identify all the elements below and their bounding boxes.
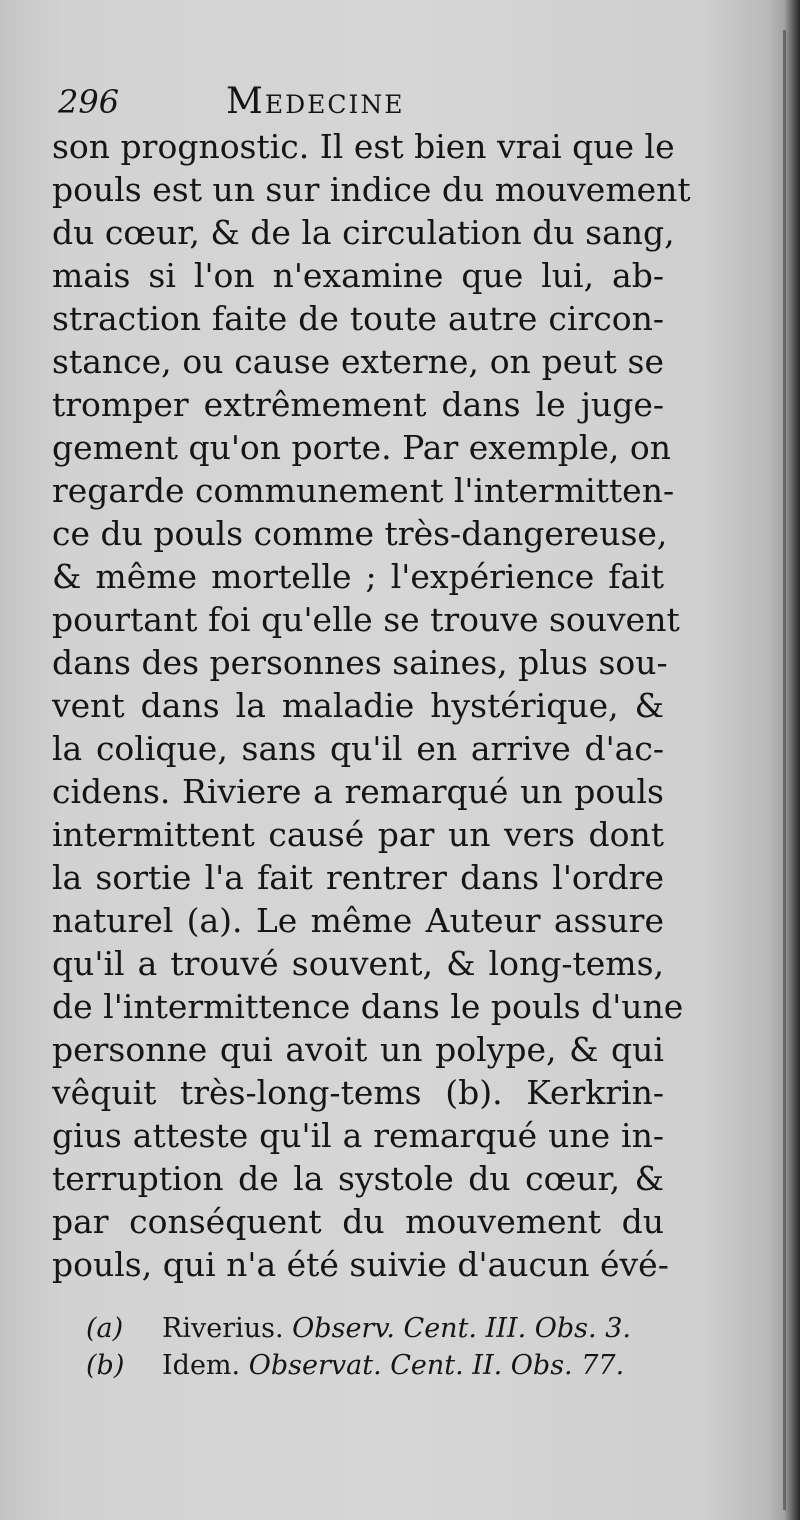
footnote-reference: Observat. Cent. II. Obs. 77. bbox=[248, 1350, 625, 1381]
text-line: intermittent causé par un vers dont bbox=[52, 815, 664, 854]
page-edge-line bbox=[783, 30, 786, 1510]
footnote-reference: Observ. Cent. III. Obs. 3. bbox=[292, 1313, 631, 1344]
text-line: & même mortelle ; l'expérience fait bbox=[52, 557, 664, 596]
footnote-marker: (a) bbox=[86, 1313, 124, 1344]
text-line: pouls, qui n'a été suivie d'aucun évé- bbox=[52, 1245, 669, 1284]
text-line: la colique, sans qu'il en arrive d'ac- bbox=[52, 729, 664, 768]
text-line: pouls est un sur indice du mouvement bbox=[52, 170, 691, 209]
text-line: tromper extrêmement dans le juge- bbox=[52, 385, 664, 424]
text-line: son prognostic. Il est bien vrai que le bbox=[52, 127, 675, 166]
text-line: ce du pouls comme très-dangereuse, bbox=[52, 514, 668, 553]
running-title: Medecine bbox=[226, 81, 405, 122]
footnote-author: Idem. bbox=[162, 1350, 241, 1381]
footnotes bbox=[86, 1310, 646, 1384]
text-line: vêquit très-long-tems (b). Kerkrin- bbox=[52, 1073, 664, 1112]
text-line: pourtant foi qu'elle se trouve souvent bbox=[52, 600, 680, 639]
footnote-b bbox=[86, 1347, 646, 1384]
text-line: regarde communement l'intermitten- bbox=[52, 471, 675, 510]
page-header bbox=[58, 78, 678, 126]
footnote-a bbox=[86, 1310, 646, 1347]
text-line: de l'intermittence dans le pouls d'une bbox=[52, 987, 684, 1026]
body-text bbox=[52, 125, 691, 1286]
text-line: stance, ou cause externe, on peut se bbox=[52, 342, 664, 381]
text-line: cidens. Riviere a remarqué un pouls bbox=[52, 772, 664, 811]
text-line: qu'il a trouvé souvent, & long-tems, bbox=[52, 944, 664, 983]
text-line: gius atteste qu'il a remarqué une in- bbox=[52, 1116, 664, 1155]
text-line: gement qu'on porte. Par exemple, on bbox=[52, 428, 672, 467]
text-line: du cœur, & de la circulation du sang, bbox=[52, 213, 675, 252]
footnote-author: Riverius. bbox=[162, 1313, 284, 1344]
text-line: la sortie l'a fait rentrer dans l'ordre bbox=[52, 858, 664, 897]
page-edge-shadow bbox=[784, 0, 800, 1520]
text-line: naturel (a). Le même Auteur assure bbox=[52, 901, 664, 940]
text-line: terruption de la systole du cœur, & bbox=[52, 1159, 664, 1198]
page-number: 296 bbox=[58, 83, 120, 121]
text-line: dans des personnes saines, plus sou- bbox=[52, 643, 668, 682]
text-line: straction faite de toute autre circon- bbox=[52, 299, 664, 338]
text-line: personne qui avoit un polype, & qui bbox=[52, 1030, 664, 1069]
text-line: mais si l'on n'examine que lui, ab- bbox=[52, 256, 664, 295]
text-line: vent dans la maladie hystérique, & bbox=[52, 686, 664, 725]
text-line: par conséquent du mouvement du bbox=[52, 1202, 664, 1241]
footnote-marker: (b) bbox=[86, 1350, 125, 1381]
